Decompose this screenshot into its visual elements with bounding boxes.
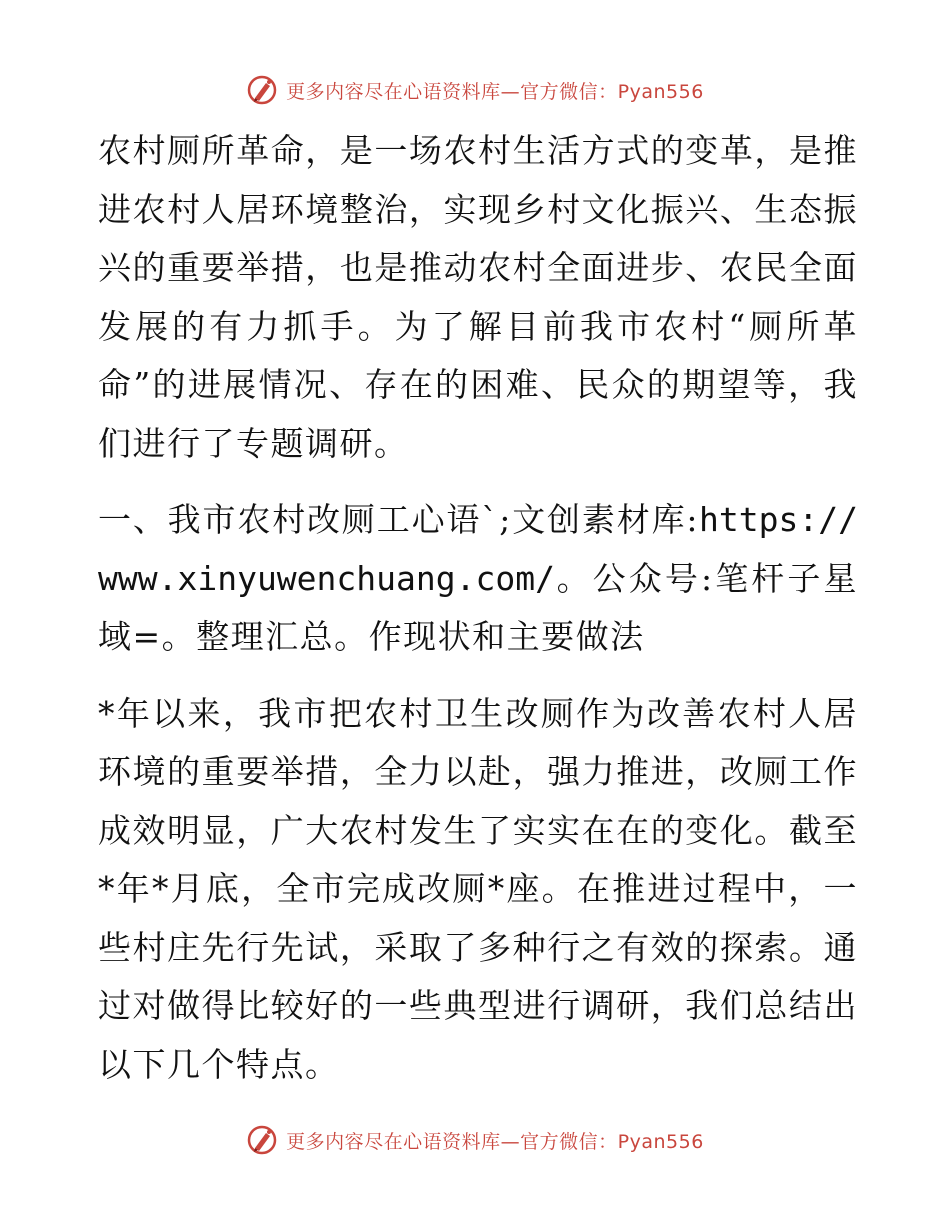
pen-logo-icon (246, 74, 278, 106)
paragraph-intro: 农村厕所革命，是一场农村生活方式的变革，是推进农村人居环境整治，实现乡村文化振兴、生态振兴的重要举措，也是推动农村全面进步、农民全面发展的有力抓手。为了解目前我市农村“厕所革命”的进展情况、存在的困难、民众的期望等，我们进行了专题调研。 (98, 131, 858, 463)
watermark-text (286, 1127, 704, 1154)
wechat-id: Pyan556 (617, 80, 704, 103)
section-heading-tail: 。公众号:笔杆子星域=。整理汇总。作现状和主要做法 (98, 558, 858, 656)
footer-watermark-banner (0, 1120, 950, 1160)
watermark-label: 更多内容尽在心语资料库—官方微信： (286, 1130, 618, 1153)
resource-url: https://www.xinyuwenchuang.com/ (98, 500, 858, 598)
paragraph-section-heading (98, 491, 858, 667)
watermark-label: 更多内容尽在心语资料库—官方微信： (286, 80, 618, 103)
section-heading-text: 一、我市农村改厕工心语`;文创素材库: (98, 500, 700, 539)
pen-logo-icon (246, 1124, 278, 1156)
document-body (98, 122, 858, 1112)
header-watermark-banner (0, 70, 950, 110)
paragraph-progress: *年以来，我市把农村卫生改厕作为改善农村人居环境的重要举措，全力以赴，强力推进，改厕工作成效明显，广大农村发生了实实在在的变化。截至*年*月底，全市完成改厕*座。在推进过程中，一些村庄先行先试，采取了多种行之有效的探索。通过对做得比较好的一些典型进行调研，我们总结出以下几个特点。 (98, 693, 858, 1084)
watermark-text (286, 77, 704, 104)
wechat-id: Pyan556 (617, 1130, 704, 1153)
